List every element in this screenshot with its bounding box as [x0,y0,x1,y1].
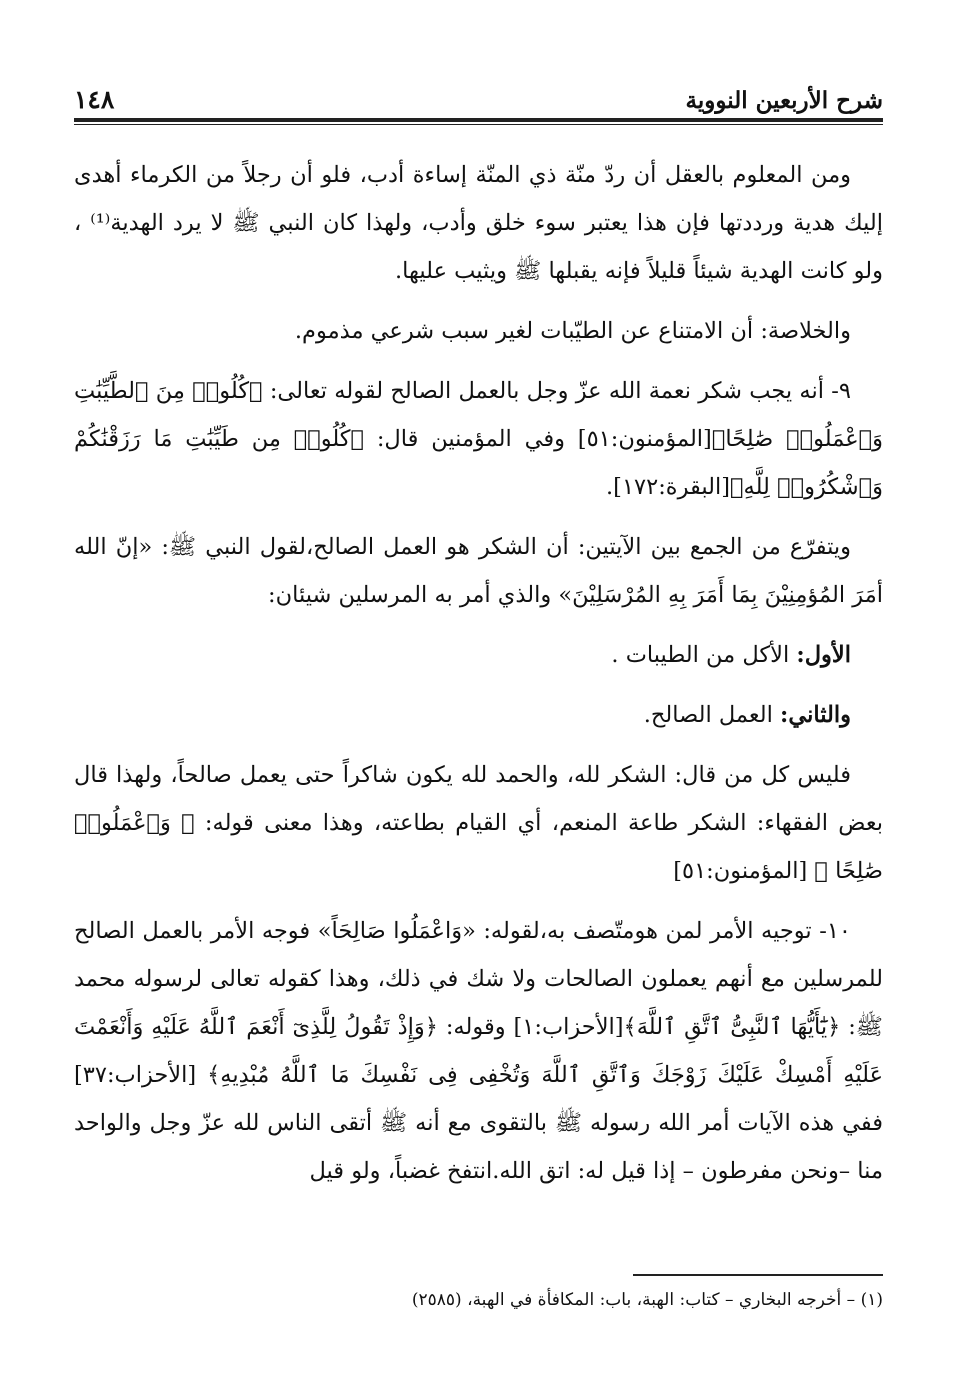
item-text: العمل الصالح. [643,702,781,728]
item-text: الأكل من الطيبات . [611,642,797,668]
running-title: شرح الأربعين النووية [685,87,883,114]
header-rule-thin [74,124,883,125]
footnote: (١) – أخرجه البخاري – كتاب: الهبة، باب: المكافأة في الهبة، (٢٥٨٥) [411,1290,883,1310]
item-label: الأول: [796,642,851,668]
paragraph: ١٠- توجيه الأمر لمن هومتّصف به،لقوله: «وَاعْمَلُوا صَالِحَاً» فوجه الأمر بالعمل الصالح للمرسلين مع أنهم يعملون الصالحات ولا شك في ذلك، وهذا كقوله تعالى لرسوله محمد ﷺ: ﴿يَٰٓأَيُّهَا ٱلنَّبِىُّ ٱتَّقِ ٱللَّهَ﴾[الأحزاب:١] وقوله: ﴿وَإِذْ تَقُولُ لِلَّذِىٓ أَنْعَمَ ٱللَّهُ عَلَيْهِ وَأَنْعَمْتَ عَلَيْهِ أَمْسِكْ عَلَيْكَ زَوْجَكَ وَٱتَّقِ ٱللَّهَ وَتُخْفِى فِى نَفْسِكَ مَا ٱللَّهُ مُبْدِيهِ﴾ [الأحزاب:٣٧] ففي هذه الآيات أمر الله رسوله ﷺ بالتقوى مع أنه ﷺ أتقى الناس لله عزّ وجل والواحد منا –ونحن مفرطون – إذا قيل له: اتق الله.انتفخ غضباً، ولو قيل [74,918,883,1184]
paragraph: ومن المعلوم بالعقل أن ردّ منّة ذي المنّة إساءة أدب، فلو أن رجلاً من الكرماء أهدى إليك هدية ورددتها فإن هذا يعتبر سوء خلق وأدب، ولهذا كان النبي ﷺ لا يرد الهدية⁽¹⁾ ، ولو كانت الهدية شيئاً قليلاً فإنه يقبلها ﷺ ويثيب عليها. [74,162,883,284]
paragraph: ٩- أنه يجب شكر نعمة الله عزّ وجل بالعمل الصالح لقوله تعالى: ﴿كُلُوا۟ مِنَ ٱلطَّيِّبَٰتِ وَٱعْمَلُوا۟ صَٰلِحًا﴾[المؤمنون:٥١] وفي المؤمنين قال: ﴿كُلُوا۟ مِن طَيِّبَٰتِ مَا رَزَقْنَٰكُمْ وَٱشْكُرُوا۟ لِلَّهِ﴾[البقرة:١٧٢]. [74,378,883,500]
footnotes [74,1274,883,1310]
paragraph: والخلاصة: أن الامتناع عن الطيّبات لغير سبب شرعي مذموم. [294,318,851,344]
list-item-first [74,631,883,679]
header-rule [74,118,883,122]
paragraph: ويتفرّع من الجمع بين الآيتين: أن الشكر هو العمل الصالح،لقول النبي ﷺ: «إنّ الله أمَرَ المُؤمِنِيْنَ بِمَا أَمَرَ بِهِ المُرْسَلِيْنَ» والذي أمر به المرسلين شيئان: [74,534,883,608]
footnote-rule [633,1274,883,1276]
page-number: ١٤٨ [74,85,115,114]
item-label: والثاني: [780,702,851,728]
page-body [74,151,883,1195]
paragraph: فليس كل من قال: الشكر لله، والحمد لله يكون شاكراً حتى يعمل صالحاً، ولهذا قال بعض الفقهاء: الشكر طاعة المنعم، أي القيام بطاعته، وهذا معنى قوله: ﴿ وَٱعْمَلُوا۟ صَٰلِحًا ﴾ [المؤمنون:٥١] [74,762,883,884]
list-item-second [74,691,883,739]
page-header [74,78,883,114]
